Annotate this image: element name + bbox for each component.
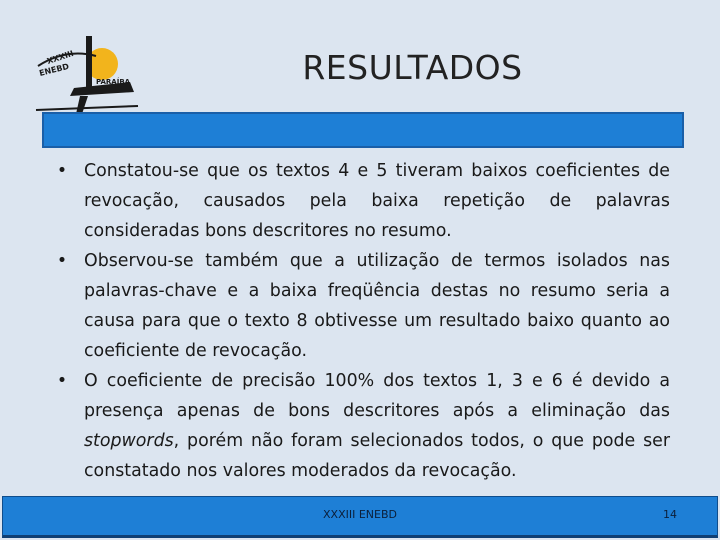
- bullet-text-3-pre: O coeficiente de precisão 100% dos textos 1, 3 e 6 é devido a presença apenas de bons descritores após a eliminação das: [84, 371, 670, 421]
- bullet-item-1: [50, 156, 670, 246]
- footer-event-label: XXXIII ENEBD: [323, 508, 397, 521]
- bullet-dot-icon: •: [56, 251, 68, 271]
- bullet-text-1: Constatou-se que os textos 4 e 5 tiveram baixos coeficientes de revocação, causados pela baixa repetição de palavras consideradas bons descritores no resumo.: [84, 161, 670, 241]
- bullet-text-3-emphasis: stopwords: [84, 431, 174, 451]
- bullet-text-3-post: , porém não foram selecionados todos, o que pode ser constatado nos valores moderados da revocação.: [84, 431, 670, 481]
- title-accent-bar: [42, 112, 684, 148]
- bullet-list: [50, 156, 670, 486]
- logo-text-top: XXXIII: [45, 48, 75, 66]
- bullet-item-3: [50, 366, 670, 486]
- page-number: 14: [663, 508, 677, 521]
- bullet-dot-icon: •: [56, 161, 68, 181]
- enebd-logo: [30, 30, 142, 116]
- logo-text-right: PARAÍBA: [96, 78, 131, 86]
- bullet-text-2: Observou-se também que a utilização de termos isolados nas palavras-chave e a baixa freqüência destas no resumo seria a causa para que o texto 8 obtivesse um resultado baixo quanto ao coeficiente de revocação.: [84, 251, 670, 361]
- bullet-item-2: [50, 246, 670, 366]
- bullet-dot-icon: •: [56, 371, 68, 391]
- slide-title: RESULTADOS: [302, 48, 523, 87]
- logo-text-mid: ENEBD: [38, 61, 70, 78]
